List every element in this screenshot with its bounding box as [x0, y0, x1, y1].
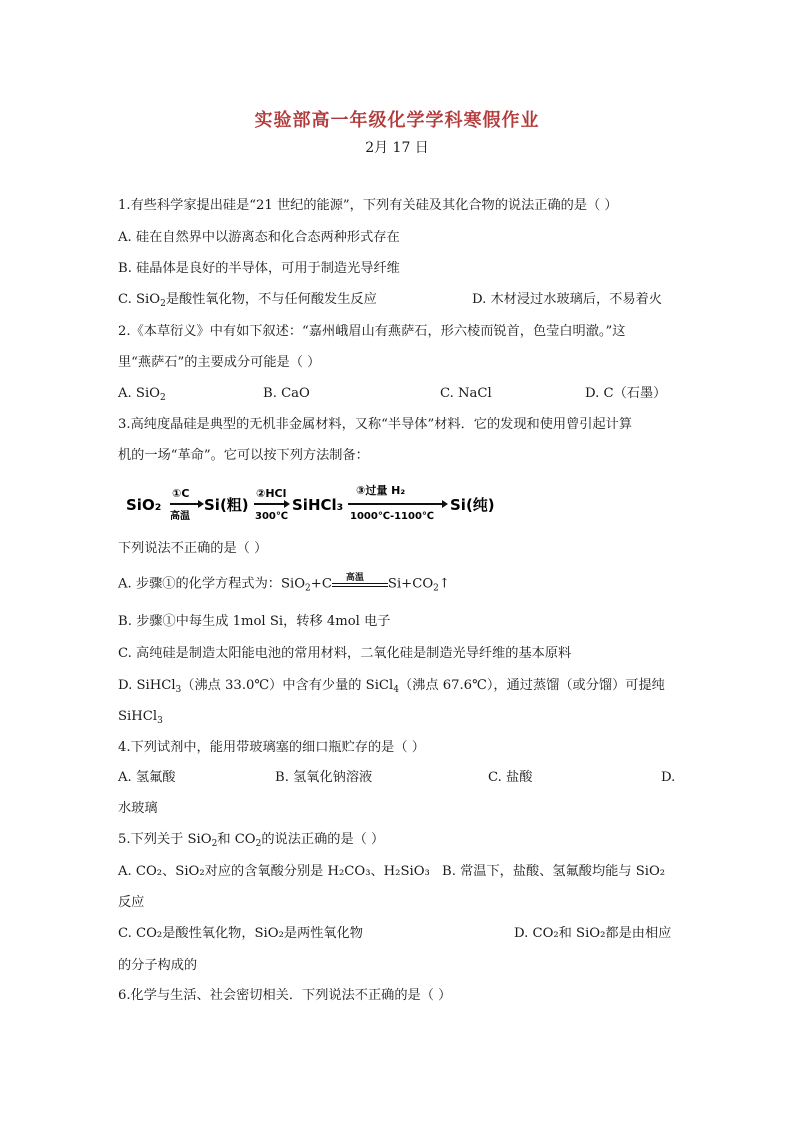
q4-stem: 4.下列试剂中，能用带玻璃塞的细口瓶贮存的是（ ）	[118, 740, 425, 755]
q5-option-d-line2: 的分子构成的	[118, 958, 198, 973]
q4-option-d-line2: 水玻璃	[118, 801, 158, 816]
q2-stem-line1: 2.《本草衍义》中有如下叙述：“嘉州峨眉山有燕萨石，形六棱而锐首，色莹白明澈。”这	[118, 324, 626, 339]
q4-option-c: C. 盐酸	[488, 770, 533, 785]
q3-option-b: B. 步骤①中每生成 1mol Si，转移 4mol 电子	[118, 614, 391, 629]
q2-option-c: C. NaCl	[440, 386, 492, 401]
scheme-step1-bottom: 高温	[170, 511, 190, 522]
scheme-mid1: Si(粗)	[204, 496, 249, 514]
q5-option-a: A. CO₂、SiO₂对应的含氧酸分别是 H₂CO₃、H₂SiO₃	[118, 864, 430, 879]
q3-option-c: C. 高纯硅是制造太阳能电池的常用材料，二氧化硅是制造光导纤维的基本原料	[118, 646, 572, 661]
scheme-step3-top: ③过量 H₂	[356, 484, 406, 497]
q5-option-c: C. CO₂是酸性氧化物，SiO₂是两性氧化物	[118, 926, 363, 941]
q5-option-b: B. 常温下，盐酸、氢氟酸均能与 SiO₂	[442, 864, 666, 879]
scheme-step3-bottom: 1000℃-1100℃	[350, 511, 435, 522]
scheme-start: SiO₂	[126, 496, 162, 514]
scheme-arrowhead-3	[442, 500, 448, 508]
scheme-arrowhead-2	[284, 500, 290, 508]
scheme-step2-top: ②HCl	[256, 487, 287, 500]
q2-option-d: D. C（石墨）	[585, 386, 667, 401]
date-label: 2月 17 日	[365, 140, 429, 156]
q5-option-b-line2: 反应	[118, 895, 145, 910]
scheme-end: Si(纯)	[450, 496, 495, 514]
q2-option-b: B. CaO	[263, 386, 310, 401]
q4-option-d: D.	[661, 770, 676, 785]
q1-stem: 1.有些科学家提出硅是“21 世纪的能源”，下列有关硅及其化合物的说法正确的是（ ）	[118, 198, 618, 213]
q3-stem-line2: 机的一场“革命”。它可以按下列方法制备：	[118, 448, 369, 463]
scheme-mid2: SiHCl₃	[292, 496, 344, 514]
q5-stem: 5.下列关于 SiO$_2$和 $CO_2$的说法正确的是（ ）	[118, 832, 385, 849]
q3-prompt: 下列说法不正确的是（ ）	[118, 541, 268, 556]
q3-option-d-line2: SiHCl$_3$	[118, 709, 163, 726]
q2-option-a: A. SiO$_2$	[118, 386, 166, 403]
equation-condition: 高温	[332, 574, 388, 594]
q3-stem-line1: 3.高纯度晶硅是典型的无机非金属材料，又称“半导体”材料．它的发现和使用曾引起计算	[118, 417, 632, 432]
q4-option-b: B. 氢氧化钠溶液	[275, 770, 373, 785]
q3-option-d: D. SiHCl$_3$（沸点 33.0℃）中含有少量的 SiCl$_4$（沸点 67.6℃），通过蒸馏（或分馏）可提纯	[118, 678, 665, 695]
q5-option-d: D. CO₂和 SiO₂都是由相应	[514, 926, 672, 941]
reaction-scheme	[124, 478, 514, 524]
q1-option-b: B. 硅晶体是良好的半导体，可用于制造光导纤维	[118, 261, 400, 276]
scheme-step1-top: ①C	[172, 487, 190, 500]
q3-option-a: A. 步骤①的化学方程式为：SiO$_2$+C 高温 $Si+CO_2↑$	[118, 573, 450, 594]
q1-option-d: D. 木材浸过水玻璃后，不易着火	[472, 292, 662, 307]
q1-option-a: A. 硅在自然界中以游离态和化合态两种形式存在	[118, 230, 400, 245]
scheme-step2-bottom: 300℃	[255, 511, 288, 522]
q2-stem-line2: 里“燕萨石”的主要成分可能是（ ）	[118, 355, 321, 370]
q6-stem: 6.化学与生活、社会密切相关．下列说法不正确的是（ ）	[118, 988, 452, 1003]
q4-option-a: A. 氢氟酸	[118, 770, 176, 785]
q1-option-c: C. SiO$_2$是酸性氧化物，不与任何酸发生反应	[118, 292, 377, 309]
page-title: 实验部高一年级化学学科寒假作业	[254, 110, 540, 131]
